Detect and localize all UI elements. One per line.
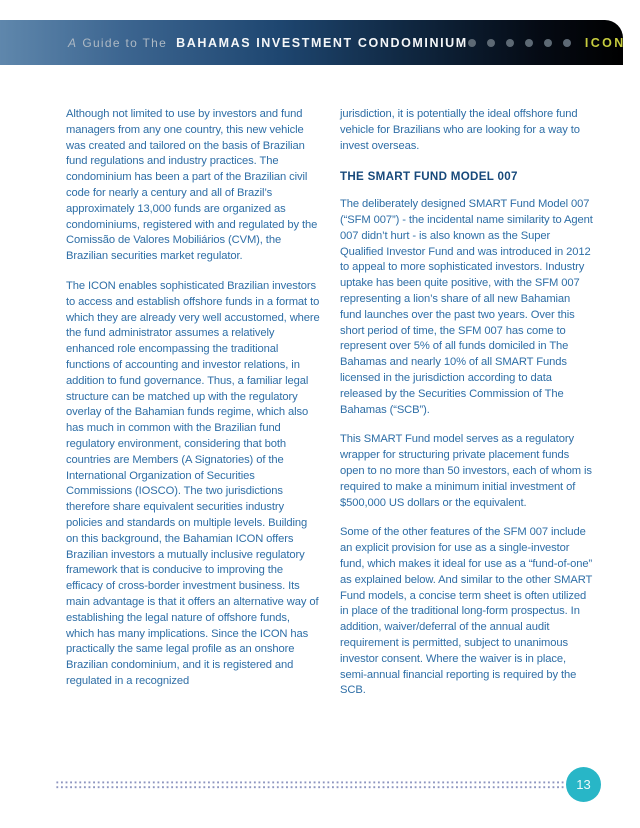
right-column bbox=[340, 107, 594, 713]
header-dot-icon bbox=[506, 39, 514, 47]
footer-dotted-line bbox=[55, 780, 564, 790]
header-pretitle: Guide to The bbox=[82, 35, 168, 50]
header-dots bbox=[468, 39, 571, 47]
body-paragraph: This SMART Fund model serves as a regulatory wrapper for structuring private placement funds open to no more than 50 investors, each of whom is required to make a minimum initial investment of $500,000 US dollars or the equivalent. bbox=[340, 433, 592, 509]
brand-logo: ICON bbox=[584, 35, 626, 50]
body-paragraph: The deliberately designed SMART Fund Model 007 (“SFM 007”) - the incidental name similarity to Agent 007 didn’t hurt - is also known as the Super Qualified Investor Fund and was introduced in 2012 to appeal to more sophisticated investors. Industry uptake has been quite positive, with the SFM 007 representing a lion’s share of all new Bahamian fund launches over the past two years. Over this short period of time, the SFM 007 has come to represent over 5% of all funds domiciled in The Bahamas and nearly 10% of all SMART Funds licensed in the jurisdiction according to data released by the Securities Commission of The Bahamas (“SCB”). bbox=[340, 198, 593, 416]
header-main-title: BAHAMAS INVESTMENT CONDOMINIUM bbox=[176, 35, 468, 50]
header-dot-icon bbox=[544, 39, 552, 47]
body-paragraph: jurisdiction, it is potentially the ideal offshore fund vehicle for Brazilians who are looking for a way to invest overseas. bbox=[340, 108, 580, 152]
page-number-badge: 13 bbox=[566, 767, 601, 802]
header-bar bbox=[0, 20, 626, 65]
header-dot-icon bbox=[468, 39, 476, 47]
left-column bbox=[66, 107, 320, 704]
body-paragraph: Although not limited to use by investors and fund managers from any one country, this new vehicle was created and tailored on the basis of Brazilian fund regulations and industry practices. The condominium has been a part of the Brazilian civil code for nearly a century and all of Brazil’s approximately 13,000 funds are organized as condominiums, registered with and regulated by the Comissão de Valores Mobiliários (CVM), the Brazilian securities market regulator. bbox=[66, 108, 318, 263]
body-paragraph: The ICON enables sophisticated Brazilian investors to access and establish offshore funds in a format to which they are already very well accustomed, where the fund administrator assumes a relatively enhanced role encompassing the traditional functions of accounting and investor relations, in addition to fund governance. Thus, a familiar legal structure can be matched up with the regulatory overlay of the Bahamian funds regime, which also has much in common with the Brazilian fund regulatory environment, considering that both countries are Members (A Signatories) of the International Organization of Securities Commissions (IOSCO). The two jurisdictions therefore share equivalent securities industry policies and standards on multiple levels. Building on this background, the Bahamian ICON offers Brazilian investors a mutually inclusive regulatory framework that is conducive to improving the efficacy of cross-border investment business. Its main advantage is that it offers an alternative way of establishing the legal nature of offshore funds, which has many implications. Since the ICON has practically the same legal profile as an onshore Brazilian condominium, and it is registered and regulated in a recognized bbox=[66, 279, 320, 687]
header-pretitle-a: A bbox=[68, 35, 78, 50]
header-dot-icon bbox=[525, 39, 533, 47]
body-paragraph: Some of the other features of the SFM 007 include an explicit provision for use as a single-investor fund, which makes it ideal for use as a “fund-of-one” as explained below. And similar to the other SMART Fund models, a concise term sheet is often utilized in place of the traditional long-form prospectus. In addition, waiver/deferral of the annual audit requirement is permitted, subject to unanimous investor consent. Where the waiver is in place, semi-annual financial reporting is required by the SCB. bbox=[340, 526, 593, 697]
section-heading: THE SMART FUND MODEL 007 bbox=[340, 170, 518, 184]
header-title bbox=[68, 36, 468, 50]
header-dot-icon bbox=[563, 39, 571, 47]
header-right-group bbox=[468, 36, 626, 50]
header-dot-icon bbox=[487, 39, 495, 47]
